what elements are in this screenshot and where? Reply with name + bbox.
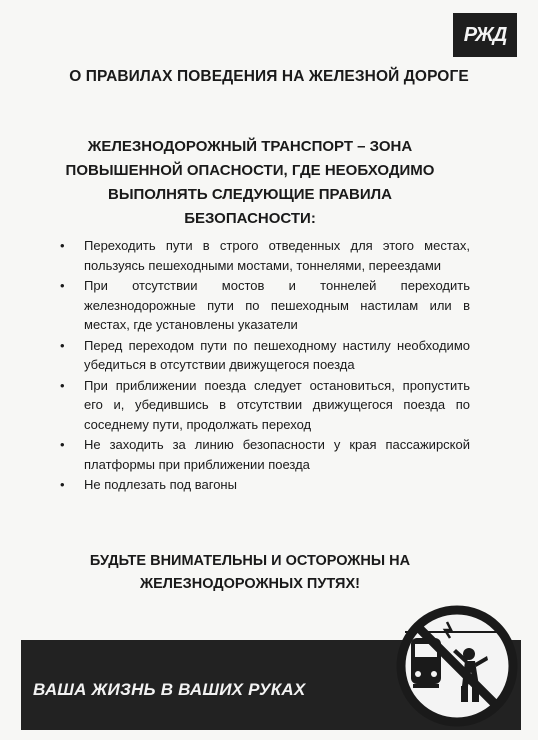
headline-line-4: БЕЗОПАСНОСТИ: <box>184 210 316 227</box>
list-item <box>60 475 470 495</box>
bullet-icon: • <box>60 437 65 452</box>
bullet-icon: • <box>60 377 65 393</box>
bullet-icon: • <box>60 337 65 353</box>
headline-line-2: ПОВЫШЕННОЙ ОПАСНОСТИ, ГДЕ НЕОБХОДИМО <box>65 162 435 179</box>
headline <box>40 135 460 231</box>
logo-text: РЖД <box>463 23 507 46</box>
rzd-logo-icon <box>453 13 517 57</box>
rule-text: При приближении поезда следует остановиться, пропустить его и, убедившись в отсутствии движущегося поезда по соседнему пути, продолжать переход <box>84 377 470 432</box>
rule-text: Переходить пути в строго отведенных для этого местах, пользуясь пешеходными мостами, тоннелями, переездами <box>84 238 470 273</box>
warning-message <box>60 550 440 596</box>
bullet-icon: • <box>60 238 65 253</box>
list-item <box>60 336 470 375</box>
warning-line-2: ЖЕЛЕЗНОДОРОЖНЫХ ПУТЯХ! <box>140 576 360 592</box>
list-item <box>60 236 470 275</box>
rules-list <box>60 236 470 496</box>
banner-text: ВАША ЖИЗНЬ В ВАШИХ РУКАХ <box>33 680 306 699</box>
rule-text: Не подлезать под вагоны <box>84 477 237 492</box>
no-train-surfing-sign-icon <box>395 604 519 728</box>
list-item <box>60 276 470 335</box>
list-item <box>60 435 470 474</box>
list-item <box>60 376 470 435</box>
headline-line-3: ВЫПОЛНЯТЬ СЛЕДУЮЩИЕ ПРАВИЛА <box>107 186 392 203</box>
bullet-icon: • <box>60 278 65 293</box>
headline-line-1: ЖЕЛЕЗНОДОРОЖНЫЙ ТРАНСПОРТ – ЗОНА <box>87 138 413 155</box>
rule-text: При отсутствии мостов и тоннелей переходить железнодорожные пути по пешеходным настилам или в местах, где установлены указатели <box>84 278 470 332</box>
poster-title: О ПРАВИЛАХ ПОВЕДЕНИЯ НА ЖЕЛЕЗНОЙ ДОРОГЕ <box>69 68 469 85</box>
bullet-icon: • <box>60 477 65 492</box>
rule-text: Не заходить за линию безопасности у края пассажирской платформы при приближении поезда <box>84 437 470 472</box>
warning-line-1: БУДЬТЕ ВНИМАТЕЛЬНЫ И ОСТОРОЖНЫ НА <box>89 553 411 569</box>
rule-text: Перед переходом пути по пешеходному настилу необходимо убедиться в отсутствии движущегося поезда <box>84 337 470 372</box>
